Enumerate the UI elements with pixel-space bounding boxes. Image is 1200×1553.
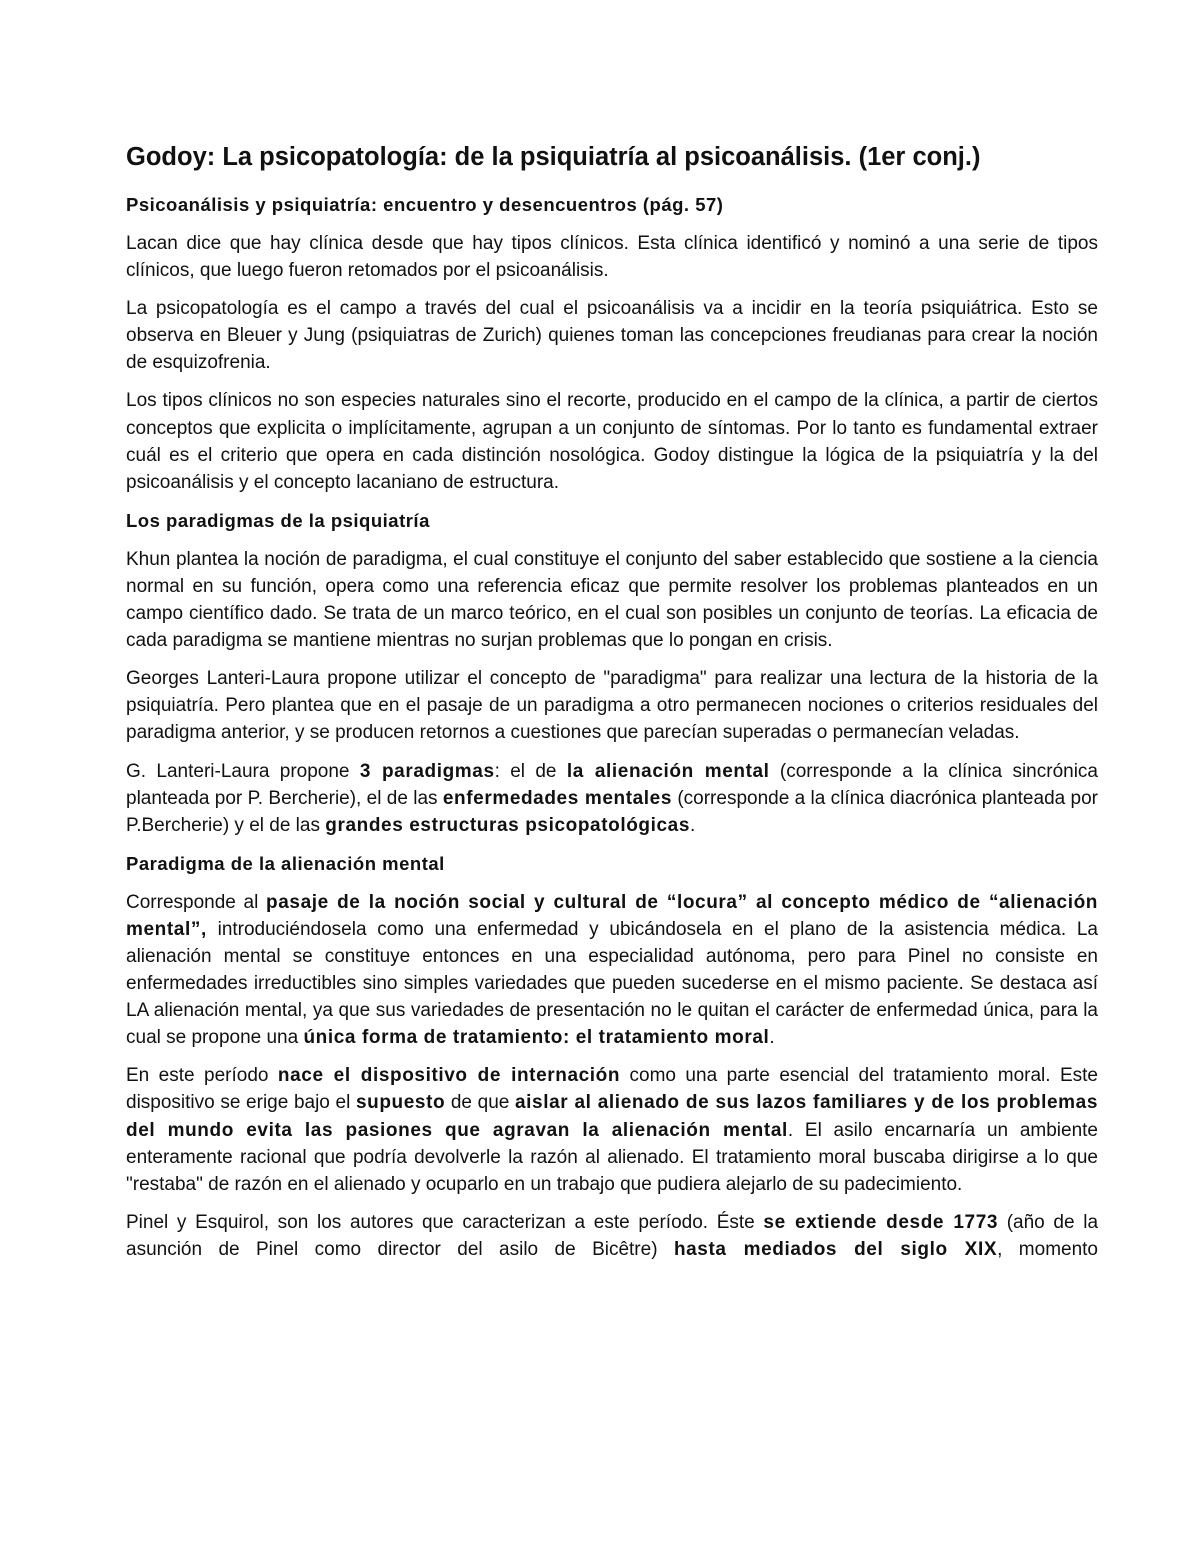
section-heading-paradigmas: Los paradigmas de la psiquiatría [126,509,430,531]
bold-run: hasta mediados del siglo XIX [673,1238,998,1260]
bold-run: única forma de tratamiento: el tratamiento moral [303,1027,770,1049]
text-run: . El asilo encarnaría un ambiente enteramente racional que podría devolverle la razón al alienado. El tratamiento moral buscaba dirigirse a lo que "restaba" de razón en el alienado y ocuparlo en un trabajo que pudiera alejarlo de su padecimiento. [126,1119,1099,1195]
bold-run: pasaje de la noción social y cultural de “locura” al concepto médico de “alienación mental”, [126,891,1098,940]
paragraph-pinel-esquirol [126,1209,1098,1263]
paragraph-pasaje-locura-alienacion [126,889,1098,1052]
bold-run: la alienación mental [566,760,770,782]
text-run: como una parte esencial del tratamiento moral. Este dispositivo se erige bajo el [126,1065,1098,1114]
paragraph-psicopatologia-campo: La psicopatología es el campo a través del cual el psicoanálisis va a incidir en la teoría psiquiátrica. Esto se observa en Bleuer y Jung (psiquiatras de Zurich) quienes toman las concepciones freudianas para crear la noción de esquizofrenia. [126,298,1098,374]
paragraph-tres-paradigmas [126,758,1098,839]
bold-run: nace el dispositivo de internación [277,1065,621,1087]
bold-run: enfermedades mentales [442,787,672,809]
text-run: (corresponde a la clínica diacrónica planteada por P.Bercherie) y el de las [126,787,1098,836]
bold-run: se extiende desde 1773 [763,1211,999,1233]
document-title: Godoy: La psicopatología: de la psiquiatría al psicoanálisis. (1er conj.) [126,143,981,171]
bold-run: supuesto [355,1092,446,1114]
bold-run: aislar al alienado de sus lazos familiares y de los problemas del mundo evita las pasiones que agravan la alienación mental [126,1092,1099,1141]
section-heading-psicoanalisis-psiquiatria: Psicoanálisis y psiquiatría: encuentro y desencuentros (pág. 57) [126,194,724,215]
text-run: En este período [126,1065,278,1087]
text-run: Corresponde al [126,891,267,913]
document-page [126,140,1098,1274]
text-run: . [769,1027,775,1049]
bold-run: grandes estructuras psicopatológicas [325,814,691,836]
paragraph-dispositivo-internacion [126,1062,1098,1197]
paragraph-lanteri-laura-historia: Georges Lanteri-Laura propone utilizar el concepto de "paradigma" para realizar una lectura de la historia de la psiquiatría. Pero plantea que en el pasaje de un paradigma a otro permanecen nociones o criterios residuales del paradigma anterior, y se producen retornos a cuestiones que parecían superadas o permanecían veladas. [126,668,1098,744]
text-run: introduciéndosela como una enfermedad y ubicándosela en el plano de la asistencia médica. La alienación mental se constituye entonces en una especialidad autónoma, pero para Pinel no consiste en enfermedades irreductibles sino simples variedades que pueden sucederse en el mismo paciente. Se destaca así LA alienación mental, ya que sus variedades de presentación no le quitan el carácter de enfermedad única, para la cual se propone una [126,918,1098,1049]
bold-run: 3 paradigmas [359,760,495,782]
text-run: (año de la asunción de Pinel como director del asilo de Bicêtre) [126,1211,1099,1260]
section-heading-alienacion-mental: Paradigma de la alienación mental [126,852,445,874]
paragraph-tipos-clinicos-recorte: Los tipos clínicos no son especies naturales sino el recorte, producido en el campo de la clínica, a partir de ciertos conceptos que explicita o implícitamente, agrupan a un conjunto de síntomas. Por lo tanto es fundamental extraer cuál es el criterio que opera en cada distinción nosológica. Godoy distingue la lógica de la psiquiatría y la del psicoanálisis y el concepto lacaniano de estructura. [126,390,1098,493]
paragraph-khun-paradigma: Khun plantea la noción de paradigma, el cual constituye el conjunto del saber establecido que sostiene a la ciencia normal en su función, opera como una referencia eficaz que permite resolver los problemas planteados en un campo científico dado. Se trata de un marco teórico, en el cual son posibles un conjunto de teorías. La eficacia de cada paradigma se mantiene mientras no surjan problemas que lo pongan en crisis. [126,548,1098,652]
text-run: : el de [494,760,567,782]
text-run: de que [445,1092,515,1114]
text-run: . [690,814,696,836]
text-run: Pinel y Esquirol, son los autores que caracterizan a este período. Éste [126,1211,764,1233]
paragraph-lacan-tipos-clinicos: Lacan dice que hay clínica desde que hay tipos clínicos. Esta clínica identificó y nominó a una serie de tipos clínicos, que luego fueron retomados por el psicoanálisis. [126,233,1098,282]
text-run: G. Lanteri-Laura propone [126,760,360,782]
text-run: , momento [997,1238,1098,1260]
text-run: (corresponde a la clínica sincrónica planteada por P. Bercherie), el de las [126,760,1098,809]
